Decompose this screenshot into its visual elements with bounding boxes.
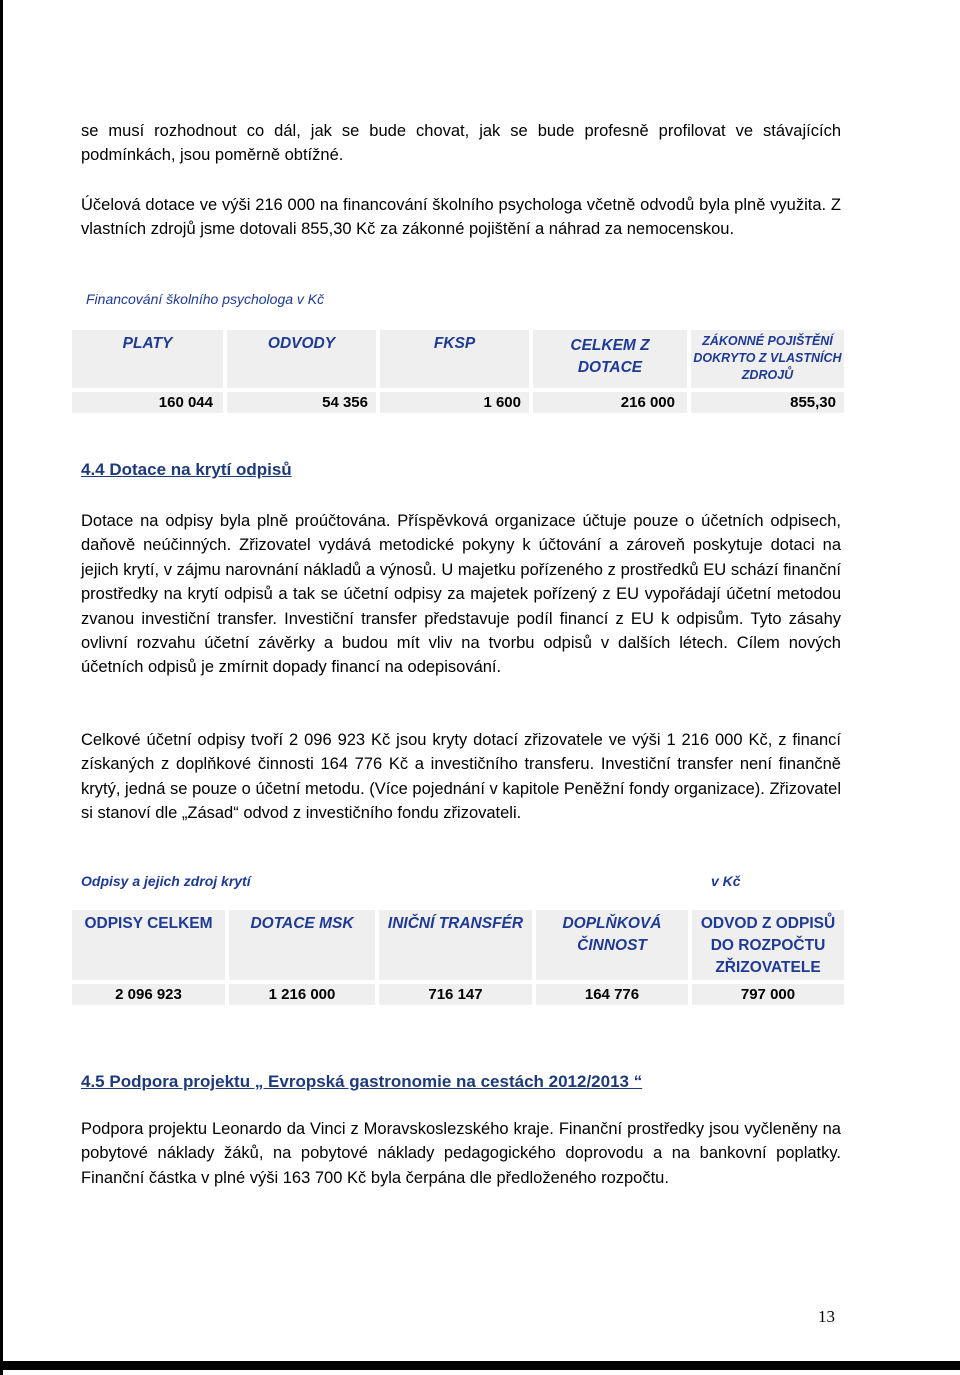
table1-header-row (72, 330, 844, 388)
table2-header-odpisy: ODPISY CELKEM (72, 910, 227, 980)
table2-value-odpisy: 2 096 923 (72, 984, 227, 1005)
table2-header-row (72, 910, 844, 980)
table2-header-odvod: ODVOD Z ODPISŮ DO ROZPOČTU ZŘIZOVATELE (690, 910, 844, 980)
table2-header-dotace: DOTACE MSK (227, 910, 377, 980)
table2-value-row (72, 984, 844, 1005)
page-number: 13 (818, 1307, 835, 1326)
table2-unit: v Kč (711, 873, 741, 889)
table1-value-celkem: 216 000 (531, 392, 689, 413)
table1-header-odvody: ODVODY (225, 330, 378, 388)
section-4-4-paragraph-1: Dotace na odpisy byla plně proúčtována. Příspěvková organizace účtuje pouze o účetních odpisech, daňově neúčinných. Zřizovatel vydává metodické pokyny k účtování a zároveň poskytuje dotaci na jejich krytí, v zájmu narovnání nákladů a výnosů. U majetku pořízeného z prostředků EU schází finanční prostředky na krytí odpisů a tak se účetní odpisy za majetek pořízený z EU vypořádají účetní metodou zvanou investiční transfer. Investiční transfer představuje podíl financí z EU k odpisům. Tyto zásahy ovlivní rozvahu účetní závěrky a budou mít vliv na tvorbu odpisů v dalších létech. Cílem nových účetních odpisů je zmírnit dopady financí na odepisování. (81, 512, 841, 677)
table2-value-odvod: 797 000 (690, 984, 844, 1005)
page-border-bottom (0, 1361, 960, 1370)
section-4-4-heading: 4.4 Dotace na krytí odpisů (81, 460, 292, 479)
intro-paragraph-1: se musí rozhodnout co dál, jak se bude chovat, jak se bude profesně profilovat ve stávajících podmínkách, jsou poměrně obtížné. (81, 122, 841, 165)
psychologist-funding-table (72, 330, 844, 413)
table2-value-dotace: 1 216 000 (227, 984, 377, 1005)
table1-value-platy: 160 044 (72, 392, 225, 413)
table2-value-doplnkova: 164 776 (534, 984, 690, 1005)
section-4-5-paragraph-1: Podpora projektu Leonardo da Vinci z Moravskoslezského kraje. Finanční prostředky jsou vyčleněny na pobytové náklady žáků, na pobytové náklady pedagogického doprovodu a na bankovní poplatky. Finanční částka v plné výši 163 700 Kč byla čerpána dle předloženého rozpočtu. (81, 1120, 841, 1187)
table1-caption: Financování školního psychologa v Kč (86, 291, 325, 307)
table1-header-zakonne: ZÁKONNÉ POJIŠTĚNÍ DOKRYTO Z VLASTNÍCH ZDROJŮ (689, 330, 844, 388)
table2-caption: Odpisy a jejich zdroj krytí (81, 873, 251, 889)
table1-value-row (72, 392, 844, 413)
table1-value-zakonne: 855,30 (689, 392, 844, 413)
table2-value-transfer: 716 147 (377, 984, 534, 1005)
table1-header-platy: PLATY (72, 330, 225, 388)
section-4-4-paragraph-2: Celkové účetní odpisy tvoří 2 096 923 Kč jsou kryty dotací zřizovatele ve výši 1 216 000 Kč, z financí získaných z doplňkové činnosti 164 776 Kč a investičního transferu. Investiční transfer není finančně krytý, jedná se pouze o účetní metodu. (Více pojednání v kapitole Peněžní fondy organizace). Zřizovatel si stanoví dle „Zásad“ odvod z investičního fondu zřizovateli. (81, 731, 841, 823)
depreciation-table (72, 910, 844, 1005)
table1-value-fksp: 1 600 (378, 392, 531, 413)
intro-paragraph-2: Účelová dotace ve výši 216 000 na financování školního psychologa včetně odvodů byla plně využita. Z vlastních zdrojů jsme dotovali 855,30 Kč za zákonné pojištění a náhrad za nemocenskou. (81, 196, 841, 239)
page-border-left (0, 0, 3, 1375)
table1-value-odvody: 54 356 (225, 392, 378, 413)
table1-header-celkem: CELKEM Z DOTACE (531, 330, 689, 388)
table2-header-transfer: INIČNÍ TRANSFÉR (377, 910, 534, 980)
table1-header-fksp: FKSP (378, 330, 531, 388)
table2-header-doplnkova: DOPLŇKOVÁ ČINNOST (534, 910, 690, 980)
section-4-5-heading: 4.5 Podpora projektu „ Evropská gastronomie na cestách 2012/2013 “ (81, 1072, 643, 1091)
